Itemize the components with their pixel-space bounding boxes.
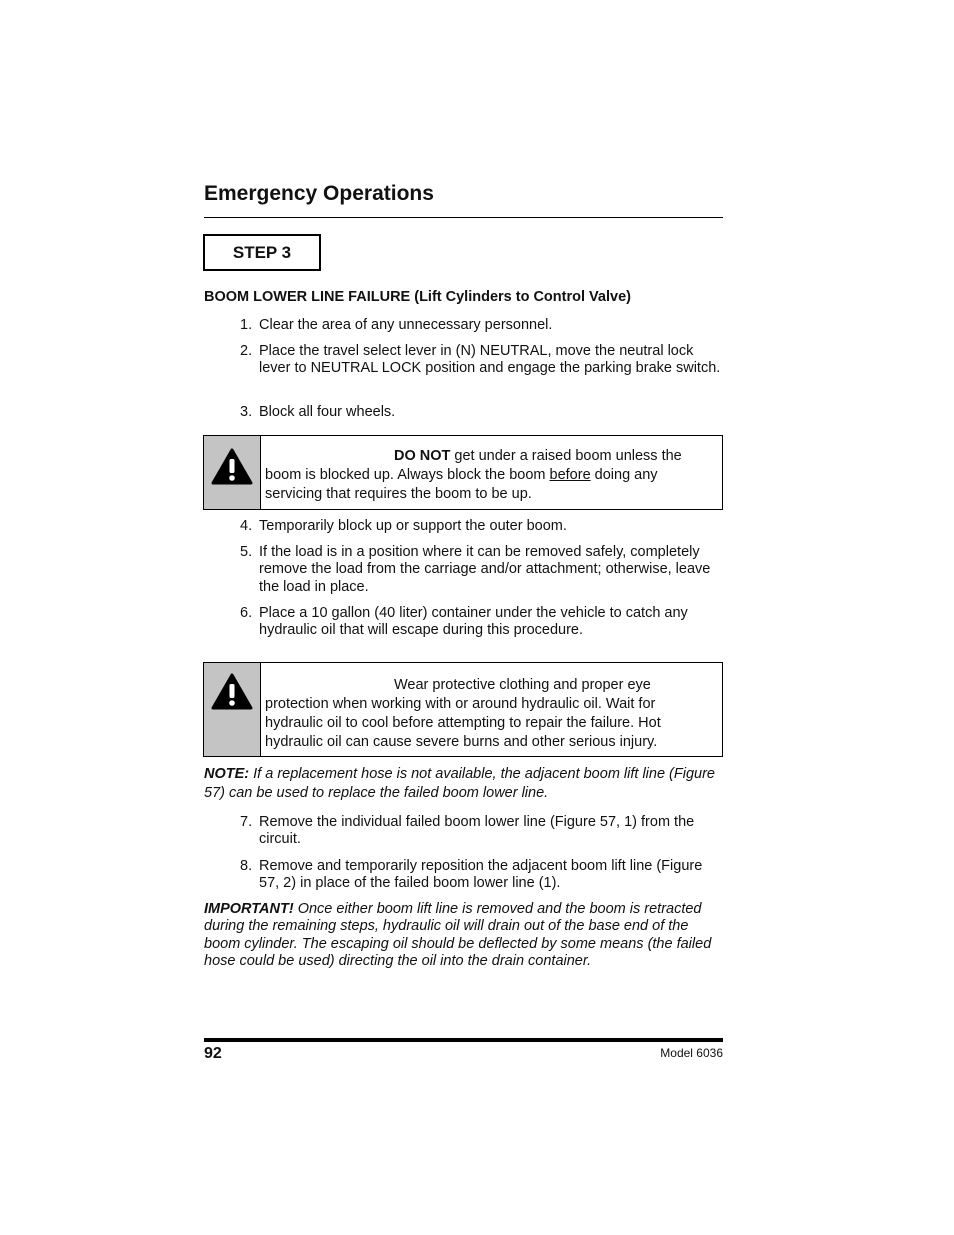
section-heading: BOOM LOWER LINE FAILURE (Lift Cylinders to Control Valve) [204, 289, 631, 305]
page-title: Emergency Operations [204, 182, 434, 205]
step-item-6 [240, 605, 724, 640]
step-text: Block all four wheels. [259, 404, 396, 420]
step-number: 4. [240, 518, 253, 534]
step-item-5 [240, 544, 724, 596]
warning-text-part: doing any servicing that requires the boom to be up. [265, 467, 658, 502]
warning-icon [211, 673, 253, 711]
step-item-3 [240, 404, 724, 421]
warning-text [261, 663, 722, 756]
step-item-4 [240, 518, 724, 535]
step-number: 2. [240, 343, 253, 359]
model-label: Model 6036 [660, 1046, 723, 1060]
step-text: Place the travel select lever in (N) NEUTRAL, move the neutral lock lever to NEUTRAL LOCK position and engage the parking brake switch. [259, 343, 721, 377]
note-label: NOTE: [204, 766, 250, 782]
note-text: If a replacement hose is not available, the adjacent boom lift line (Figure 57) can be used to replace the failed boom lower line. [204, 766, 715, 801]
step-text: Clear the area of any unnecessary personnel. [259, 317, 553, 333]
warning-strip [204, 663, 261, 756]
page-number: 92 [204, 1045, 222, 1062]
step-number: 7. [240, 814, 253, 830]
important-label: IMPORTANT! [204, 901, 294, 917]
step-text: Remove the individual failed boom lower line (Figure 57, 1) from the circuit. [259, 814, 695, 848]
step-text: Place a 10 gallon (40 liter) container under the vehicle to catch any hydraulic oil that will escape during this procedure. [259, 605, 688, 639]
step-number: 5. [240, 544, 253, 560]
step-number: 3. [240, 404, 253, 420]
warning-emphasis: DO NOT [394, 448, 451, 464]
step-item-8 [240, 858, 724, 893]
warning-box-boom [203, 435, 723, 510]
step-text: If the load is in a position where it can be removed safely, completely remove the load from the carriage and/or attachment; otherwise, leave the load in place. [259, 544, 711, 595]
step-number: 1. [240, 317, 253, 333]
step-item-2 [240, 343, 724, 378]
step-text: Remove and temporarily reposition the adjacent boom lift line (Figure 57, 2) in place of the failed boom lower line (1). [259, 858, 703, 892]
step-text: Temporarily block up or support the outer boom. [259, 518, 567, 534]
step-label: STEP 3 [203, 234, 321, 271]
footer-rule [204, 1038, 723, 1042]
note-block [204, 765, 724, 803]
step-item-7 [240, 814, 724, 849]
step-number: 8. [240, 858, 253, 874]
warning-icon [211, 448, 253, 486]
important-block [204, 901, 724, 970]
step-item-1 [240, 317, 724, 334]
warning-text-part: get under a raised boom unless the boom is blocked up. Always block the boom [265, 448, 682, 483]
warning-strip [204, 436, 261, 509]
warning-text-part: Wear protective clothing and proper eye protection when working with or around hydraulic oil. Wait for hydraulic oil to cool before attempting to repair the failure. Hot hydraulic oil can cause severe burns and other serious injury. [265, 677, 661, 750]
title-rule [204, 217, 723, 218]
warning-box-hydraulic [203, 662, 723, 757]
warning-underlined-word: before [549, 467, 591, 483]
important-text: Once either boom lift line is removed and the boom is retracted during the remaining steps, hydraulic oil will drain out of the base end of the boom cylinder. The escaping oil should be deflected by some means (the failed hose could be used) directing the oil into the drain container. [204, 901, 712, 969]
warning-text [261, 436, 722, 509]
step-number: 6. [240, 605, 253, 621]
